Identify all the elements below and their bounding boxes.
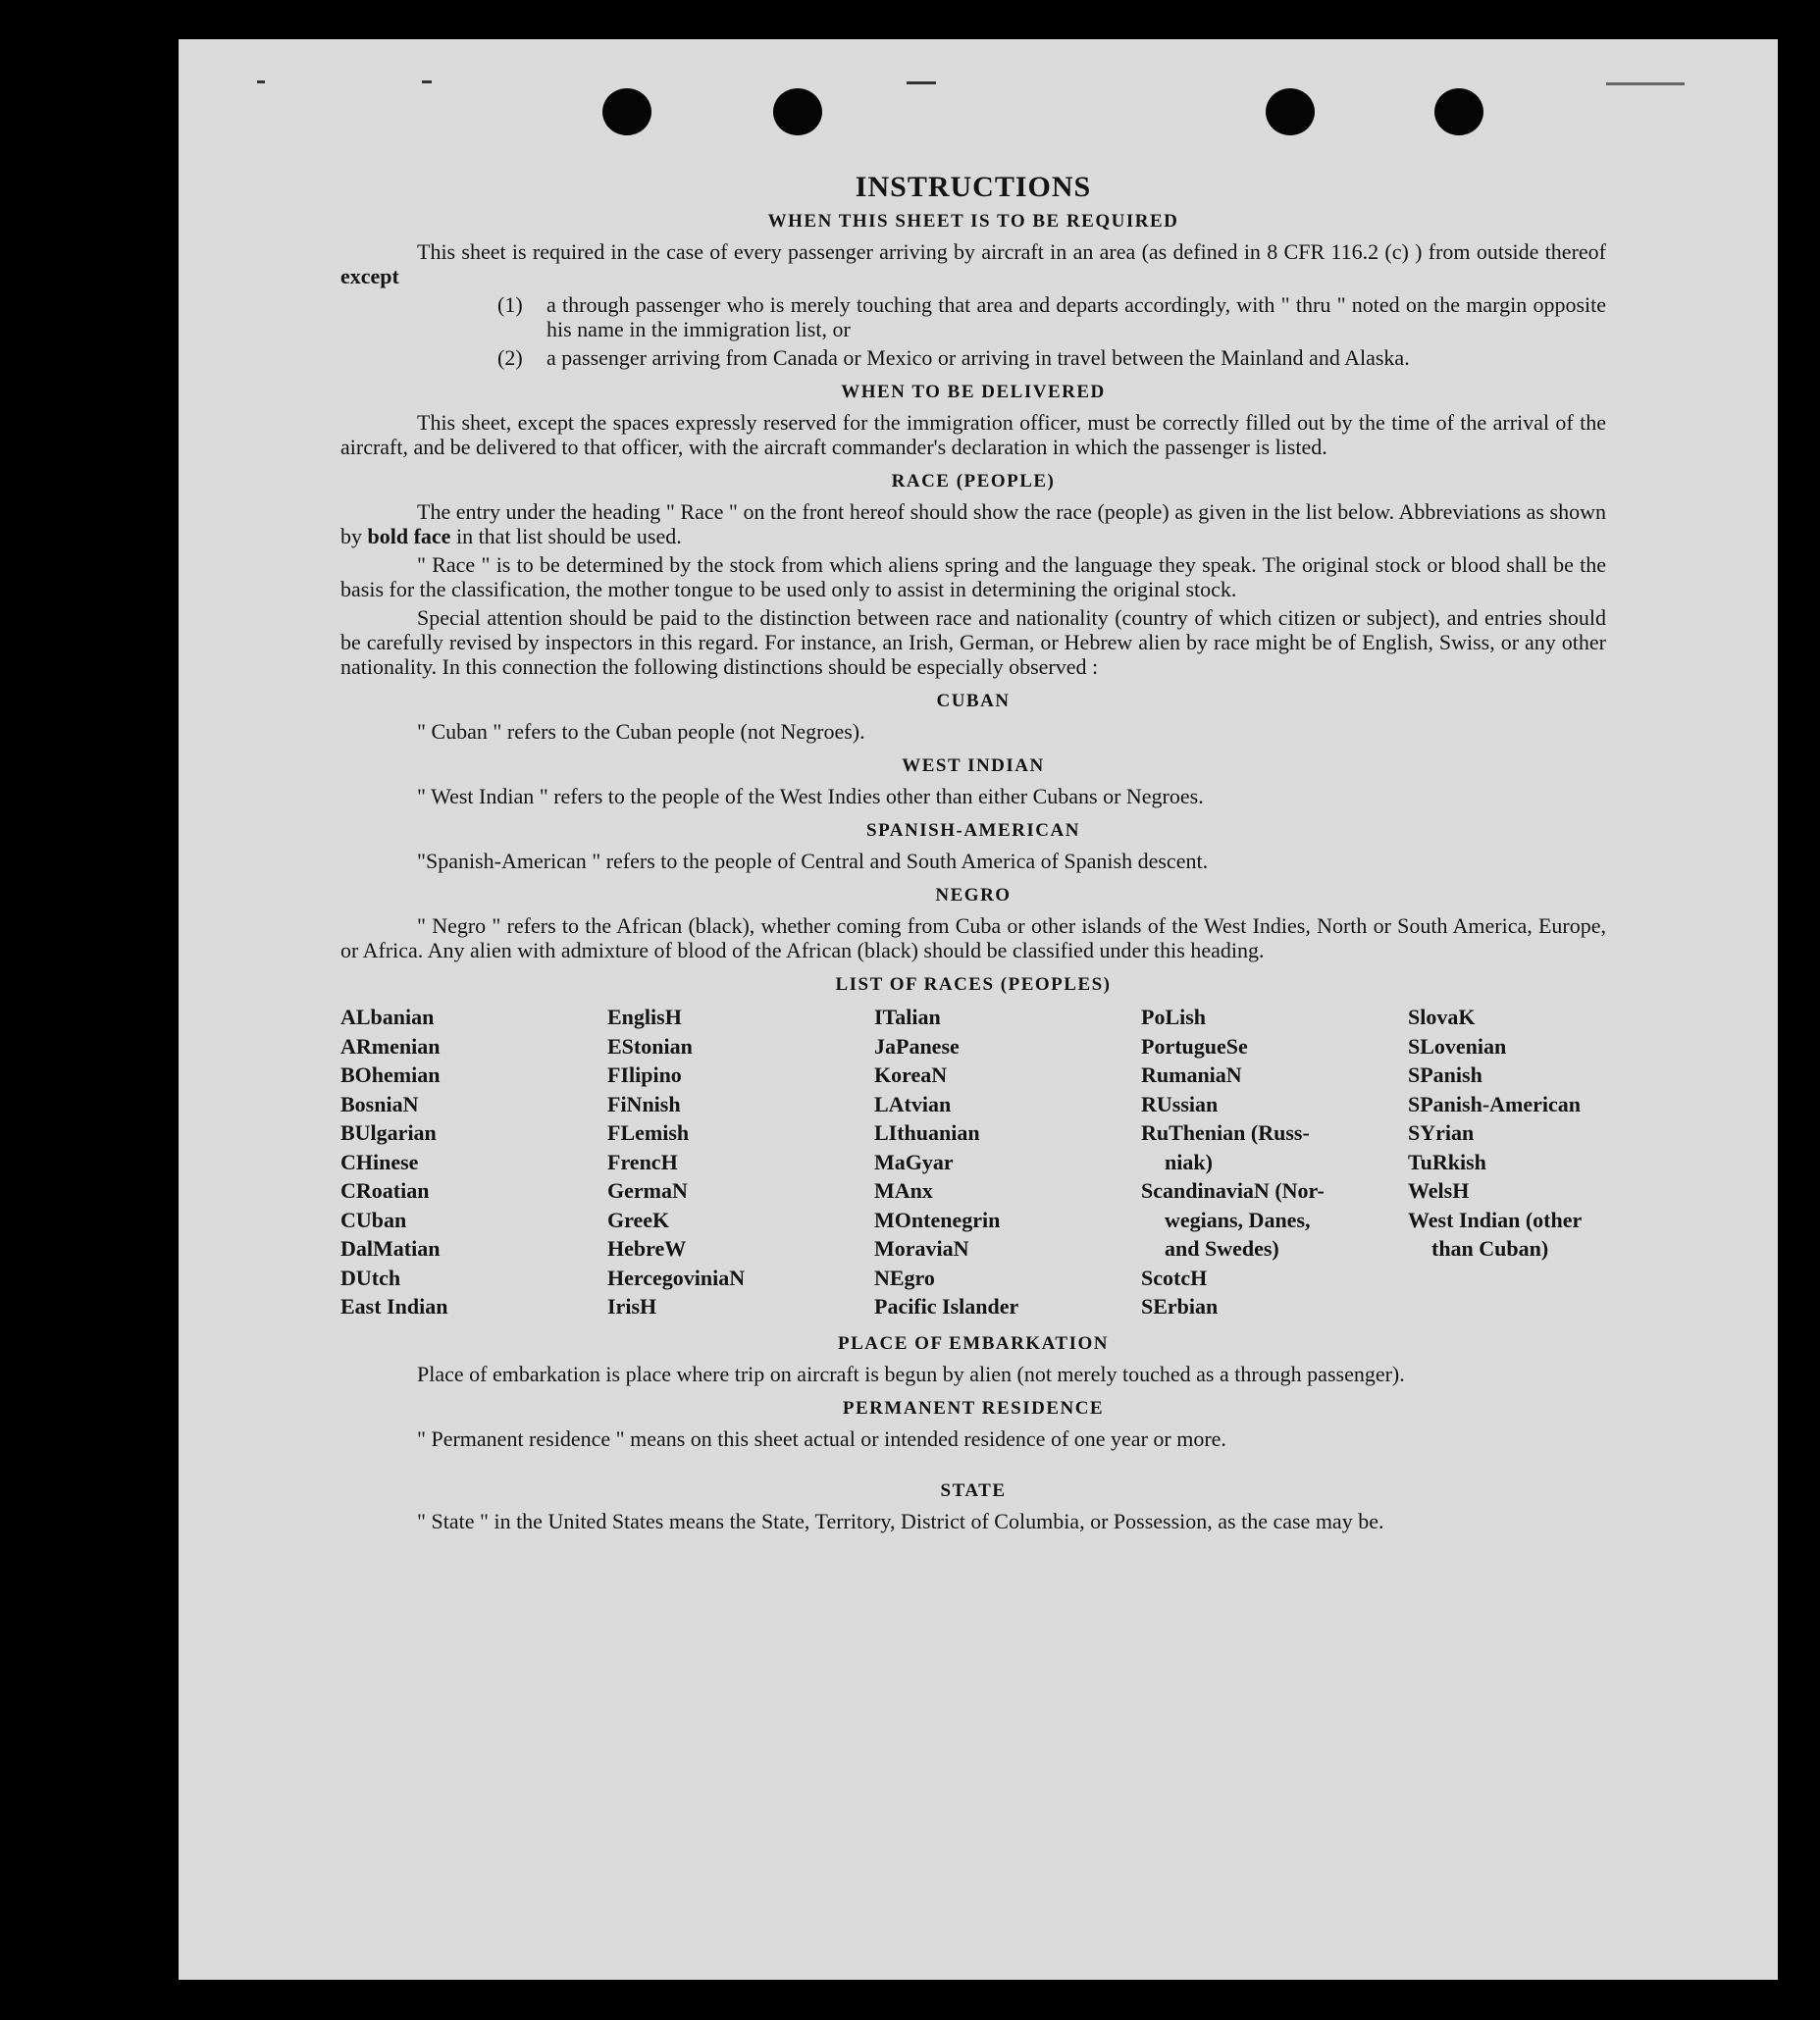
section-heading: SPANISH-AMERICAN xyxy=(866,820,1080,841)
race-entry: SLovenian xyxy=(1408,1033,1507,1059)
paragraph xyxy=(340,499,1606,548)
text: The entry under the heading " Race " on the front hereof should show the race (people) as given in the list below. Abbreviations as shown by xyxy=(340,499,1606,548)
race-entry: DUtch xyxy=(340,1265,401,1290)
race-entry: NEgro xyxy=(874,1265,935,1290)
race-entry: East Indian xyxy=(340,1294,448,1319)
list-item xyxy=(497,345,1606,370)
race-entry-continued: than Cuban) xyxy=(1431,1236,1549,1261)
text: This sheet is required in the case of every passenger arriving by aircraft in an area (as defined in 8 CFR 116.2 (c) ) from outside thereof xyxy=(417,239,1606,264)
paragraph: This sheet, except the spaces expressly reserved for the immigration officer, must be correctly filled out by the time of the arrival of the aircraft, and be delivered to that officer, with the aircraft commander's declaration in which the passenger is listed. xyxy=(340,410,1606,459)
race-entry: SPanish xyxy=(1408,1062,1482,1087)
race-entry: GermaN xyxy=(607,1178,688,1203)
race-list xyxy=(340,1003,1606,1321)
race-entry: GreeK xyxy=(607,1207,670,1232)
instructions-body xyxy=(340,171,1606,1537)
race-entry: EStonian xyxy=(607,1033,693,1059)
race-entry: FLemish xyxy=(607,1120,690,1145)
section-heading: PERMANENT RESIDENCE xyxy=(842,1397,1105,1419)
race-entry-continued: and Swedes) xyxy=(1165,1236,1279,1261)
section-heading: NEGRO xyxy=(935,885,1012,906)
item-text: a through passenger who is merely touching that area and departs accordingly, with " thru " noted on the margin opposite his name in the immigration list, or xyxy=(546,292,1606,341)
race-entry: RuThenian (Russ- xyxy=(1141,1120,1310,1145)
race-entry: ARmenian xyxy=(340,1033,441,1059)
race-entry: CRoatian xyxy=(340,1178,430,1203)
emphasis: bold face xyxy=(367,524,451,548)
race-entry: LIthuanian xyxy=(874,1120,980,1145)
scan-speck xyxy=(422,80,432,83)
race-entry: TuRkish xyxy=(1408,1149,1486,1174)
item-text: a passenger arriving from Canada or Mexico or arriving in travel between the Mainland and Alaska. xyxy=(546,345,1410,370)
race-entry: FrencH xyxy=(607,1149,678,1174)
paragraph: " Permanent residence " means on this sheet actual or intended residence of one year or more. xyxy=(417,1425,1226,1451)
paragraph: "Spanish-American " refers to the people of Central and South America of Spanish descent. xyxy=(417,849,1209,873)
race-entry: SlovaK xyxy=(1408,1005,1476,1029)
race-entry: SYrian xyxy=(1408,1120,1475,1145)
race-column xyxy=(874,1003,1141,1321)
race-column xyxy=(1141,1003,1408,1321)
paragraph: " Race " is to be determined by the stock from which aliens spring and the language they speak. The original stock or blood shall be the basis for the classification, the mother tongue to be used only to assist in determining the original stock. xyxy=(340,552,1606,601)
race-entry: CUban xyxy=(340,1207,407,1232)
race-entry: FiNnish xyxy=(607,1091,681,1116)
race-column xyxy=(340,1003,607,1321)
paragraph: " State " in the United States means the State, Territory, District of Columbia, or Possession, as the case may be. xyxy=(417,1508,1384,1533)
section-heading: LIST OF RACES (PEOPLES) xyxy=(835,974,1112,995)
section-heading: CUBAN xyxy=(936,691,1011,711)
race-entry: West Indian (other xyxy=(1408,1207,1583,1232)
race-entry: SPanish-American xyxy=(1408,1091,1581,1116)
race-entry: HercegoviniaN xyxy=(607,1265,746,1290)
race-entry: BOhemian xyxy=(340,1062,441,1087)
paragraph: Special attention should be paid to the distinction between race and nationality (country of which citizen or subject), and entries should be carefully revised by inspectors in this regard. For instance, an Irish, German, or Hebrew alien by race might be of English, Swiss, or any other nationality. In this connection the following distinctions should be especially observed : xyxy=(340,605,1606,679)
race-entry: WelsH xyxy=(1408,1178,1470,1203)
race-entry: EnglisH xyxy=(607,1005,682,1029)
scan-speck xyxy=(907,81,936,84)
section-heading: RACE (PEOPLE) xyxy=(891,471,1056,492)
paragraph: Place of embarkation is place where trip on aircraft is begun by alien (not merely touched as a through passenger). xyxy=(417,1361,1405,1386)
race-entry: LAtvian xyxy=(874,1091,952,1116)
race-entry: MOntenegrin xyxy=(874,1207,1001,1232)
scan-speck xyxy=(257,80,265,83)
race-entry: MaGyar xyxy=(874,1149,954,1174)
race-column xyxy=(1408,1003,1614,1321)
race-entry: PoLish xyxy=(1141,1005,1207,1029)
race-entry: PortugueSe xyxy=(1141,1033,1248,1059)
race-entry: BosniaN xyxy=(340,1091,419,1116)
race-entry: FIlipino xyxy=(607,1062,682,1087)
punch-hole xyxy=(1266,88,1315,135)
race-entry: RUssian xyxy=(1141,1091,1219,1116)
race-entry: ITalian xyxy=(874,1005,941,1029)
punch-hole xyxy=(773,88,822,135)
document-page xyxy=(179,39,1778,1980)
race-entry: ScandinaviaN (Nor- xyxy=(1141,1178,1325,1203)
paragraph: " West Indian " refers to the people of the West Indies other than either Cubans or Negroes. xyxy=(417,784,1204,808)
race-entry: KoreaN xyxy=(874,1062,948,1087)
race-entry: IrisH xyxy=(607,1294,657,1319)
page-title: INSTRUCTIONS xyxy=(855,171,1092,203)
paragraph: " Negro " refers to the African (black), whether coming from Cuba or other islands of the West Indies, North or South America, Europe, or Africa. Any alien with admixture of blood of the African (black) should be classified under this heading. xyxy=(340,913,1606,962)
race-entry: BUlgarian xyxy=(340,1120,437,1145)
paragraph xyxy=(340,239,1606,288)
race-entry: MoraviaN xyxy=(874,1236,969,1261)
punch-hole xyxy=(1434,88,1483,135)
item-number: (1) xyxy=(497,292,523,317)
race-column xyxy=(607,1003,874,1321)
section-heading: PLACE OF EMBARKATION xyxy=(838,1332,1109,1354)
list-item xyxy=(497,292,1606,341)
scan-speck xyxy=(1606,82,1685,85)
race-entry: ALbanian xyxy=(340,1005,435,1029)
race-entry: CHinese xyxy=(340,1149,419,1174)
race-entry-continued: wegians, Danes, xyxy=(1165,1207,1311,1232)
section-heading: WHEN TO BE DELIVERED xyxy=(841,382,1106,402)
race-entry: Pacific Islander xyxy=(874,1294,1019,1319)
race-entry: DalMatian xyxy=(340,1236,441,1261)
emphasis: except xyxy=(340,264,399,288)
punch-hole xyxy=(602,88,651,135)
section-heading: STATE xyxy=(940,1479,1007,1501)
race-entry: RumaniaN xyxy=(1141,1062,1242,1087)
race-entry: SErbian xyxy=(1141,1294,1219,1319)
race-entry: JaPanese xyxy=(874,1033,960,1059)
race-entry: HebreW xyxy=(607,1236,687,1261)
text: in that list should be used. xyxy=(450,524,682,548)
race-entry: ScotcH xyxy=(1141,1265,1208,1290)
item-number: (2) xyxy=(497,345,523,370)
section-heading: WEST INDIAN xyxy=(902,755,1045,776)
race-entry: MAnx xyxy=(874,1178,933,1203)
paragraph: " Cuban " refers to the Cuban people (not Negroes). xyxy=(417,719,865,744)
section-heading: WHEN THIS SHEET IS TO BE REQUIRED xyxy=(767,211,1179,232)
race-entry-continued: niak) xyxy=(1165,1149,1213,1174)
